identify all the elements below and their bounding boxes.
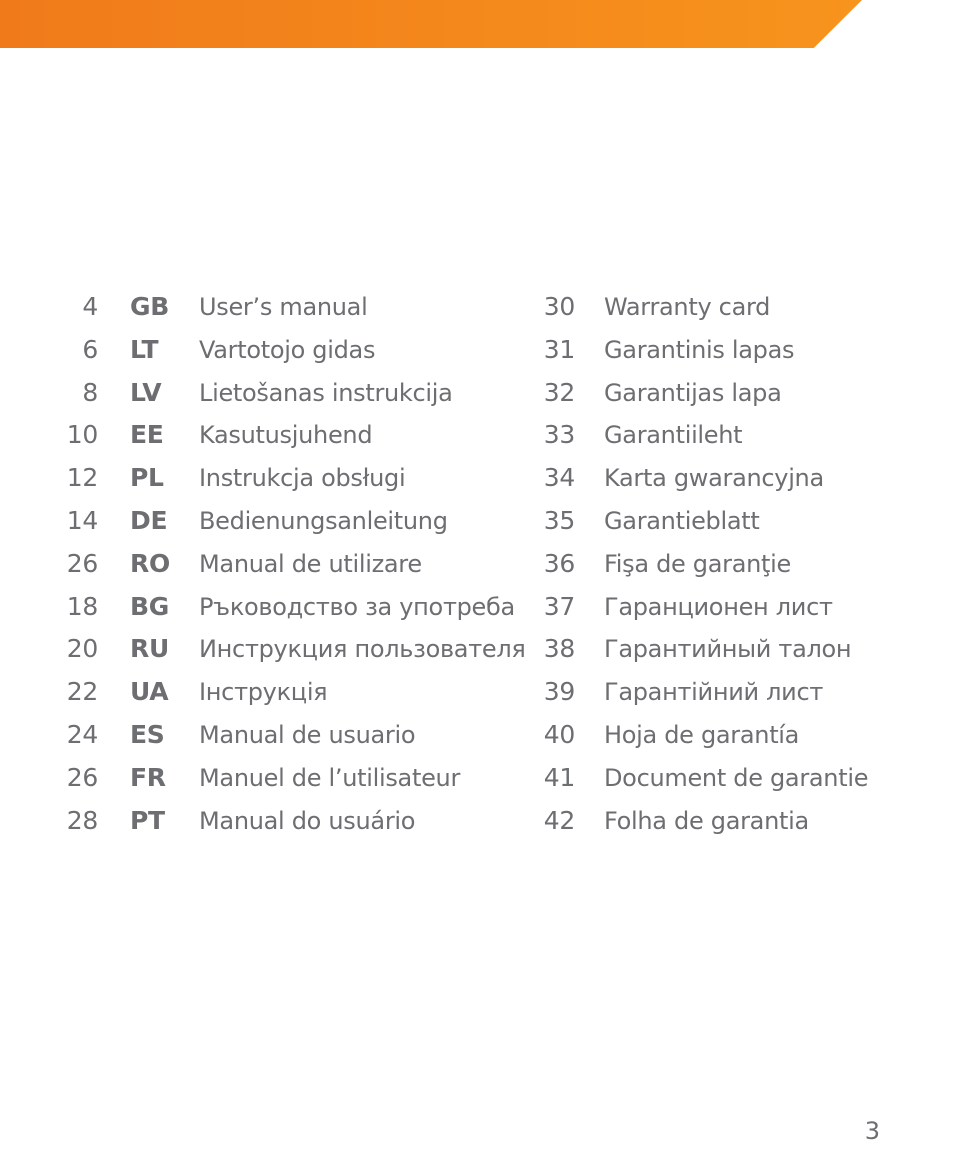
- language-code: RU: [130, 634, 169, 664]
- manual-title: Instrukcja obsługi: [199, 464, 406, 493]
- toc-row: [0, 500, 954, 543]
- toc-row: [0, 286, 954, 329]
- manual-title: Manual de usuario: [199, 720, 416, 749]
- toc-row: [0, 329, 954, 372]
- language-code: EE: [130, 420, 164, 450]
- manual-page-number: 24: [66, 719, 98, 749]
- manual-page-number: 26: [66, 762, 98, 792]
- warranty-title: Гарантийный талон: [604, 635, 852, 664]
- warranty-title: Karta gwarancyjna: [604, 464, 824, 493]
- warranty-page-number: 31: [543, 334, 575, 364]
- warranty-title: Folha de garantia: [604, 806, 809, 835]
- toc-row: [0, 714, 954, 757]
- language-code: ES: [130, 719, 165, 749]
- manual-page-number: 6: [82, 334, 98, 364]
- manual-page-number: 12: [66, 463, 98, 493]
- toc-row: [0, 628, 954, 671]
- manual-title: Ръководство за употреба: [199, 592, 515, 621]
- warranty-page-number: 37: [543, 591, 575, 621]
- manual-page-number: 14: [66, 505, 98, 535]
- manual-title: Kasutusjuhend: [199, 421, 373, 450]
- manual-title: Lietošanas instrukcija: [199, 378, 453, 407]
- toc-row: [0, 543, 954, 586]
- language-code: DE: [130, 505, 168, 535]
- warranty-page-number: 36: [543, 548, 575, 578]
- warranty-title: Гаранционен лист: [604, 592, 833, 621]
- manual-title: Vartotojo gidas: [199, 335, 376, 364]
- warranty-title: Hoja de garantía: [604, 720, 800, 749]
- manual-page-number: 20: [66, 634, 98, 664]
- warranty-page-number: 33: [543, 420, 575, 450]
- manual-title: Инструкция пользователя: [199, 635, 526, 664]
- warranty-title: Garantieblatt: [604, 506, 760, 535]
- language-code: GB: [130, 292, 169, 321]
- toc-row: [0, 586, 954, 629]
- orange-header-bar: [0, 0, 862, 48]
- manual-title: Bedienungsanleitung: [199, 506, 448, 535]
- manual-title: Manual de utilizare: [199, 549, 422, 578]
- manual-title: Manuel de l’utilisateur: [199, 763, 461, 792]
- warranty-page-number: 35: [543, 505, 575, 535]
- manual-page-number: 10: [66, 420, 98, 450]
- warranty-page-number: 38: [543, 634, 575, 664]
- warranty-title: Garantinis lapas: [604, 335, 795, 364]
- toc-row: [0, 457, 954, 500]
- warranty-page-number: 39: [543, 677, 575, 707]
- manual-page-number: 8: [82, 377, 98, 407]
- table-of-contents: [0, 286, 954, 842]
- manual-page-number: 28: [66, 805, 98, 835]
- warranty-title: Fişa de garanţie: [604, 549, 791, 578]
- language-code: UA: [130, 677, 169, 707]
- manual-title: Manual do usuário: [199, 806, 416, 835]
- language-code: RO: [130, 548, 170, 578]
- manual-title: User’s manual: [199, 293, 368, 321]
- toc-row: [0, 372, 954, 415]
- language-code: LV: [130, 377, 162, 407]
- warranty-page-number: 40: [543, 719, 575, 749]
- manual-page-number: 22: [66, 677, 98, 707]
- manual-page-number: 18: [66, 591, 98, 621]
- page-number: 3: [864, 1117, 880, 1145]
- language-code: LT: [130, 334, 159, 364]
- language-code: FR: [130, 762, 166, 792]
- language-code: PT: [130, 805, 165, 835]
- language-code: PL: [130, 463, 164, 493]
- manual-page-number: 26: [66, 548, 98, 578]
- toc-row: [0, 414, 954, 457]
- warranty-title: Garantijas lapa: [604, 378, 782, 407]
- warranty-title: Garantiileht: [604, 421, 743, 450]
- warranty-title: Warranty card: [604, 293, 771, 321]
- warranty-page-number: 30: [543, 292, 575, 321]
- language-code: BG: [130, 591, 169, 621]
- warranty-page-number: 34: [543, 463, 575, 493]
- manual-page-number: 4: [82, 292, 98, 321]
- warranty-page-number: 32: [543, 377, 575, 407]
- toc-row: [0, 671, 954, 714]
- warranty-title: Document de garantie: [604, 763, 869, 792]
- toc-row: [0, 757, 954, 800]
- warranty-page-number: 42: [543, 805, 575, 835]
- warranty-title: Гарантійний лист: [604, 678, 824, 707]
- manual-title: Інструкція: [199, 678, 328, 707]
- toc-row: [0, 800, 954, 843]
- warranty-page-number: 41: [543, 762, 575, 792]
